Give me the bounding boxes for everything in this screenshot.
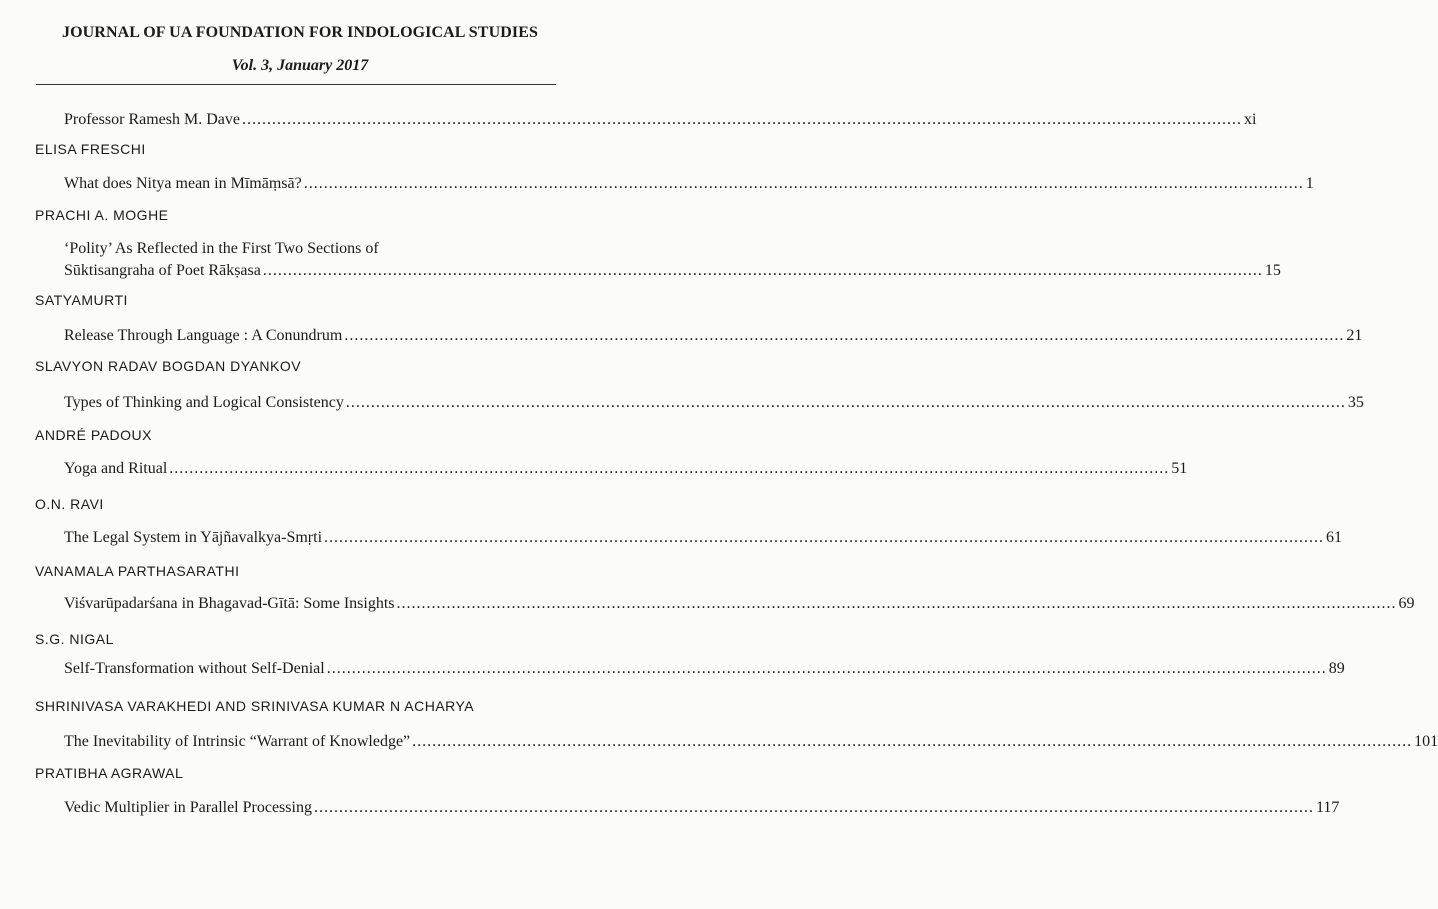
toc-page-number: xi bbox=[1243, 111, 1257, 128]
toc-author: ELISA FRESCHI bbox=[35, 141, 146, 157]
volume-issue: Vol. 3, January 2017 bbox=[231, 57, 369, 74]
toc-title: Professor Ramesh M. Dave bbox=[64, 111, 240, 128]
dot-leader: ........................................................................................................................................................................................................ bbox=[345, 394, 1346, 411]
toc-title: Types of Thinking and Logical Consistency bbox=[64, 394, 344, 411]
toc-author: S.G. NIGAL bbox=[35, 631, 114, 647]
dot-leader: ........................................................................................................................................................................................................ bbox=[262, 262, 1263, 279]
toc-entry[interactable] bbox=[64, 175, 1314, 197]
toc-entry[interactable] bbox=[64, 327, 1363, 349]
toc-title: Yoga and Ritual bbox=[64, 460, 168, 477]
toc-entry[interactable] bbox=[64, 240, 1281, 284]
toc-page-number: 61 bbox=[1326, 529, 1343, 546]
toc-title: What does Nitya mean in Mīmāṃsā? bbox=[64, 175, 302, 192]
dot-leader: ........................................................................................................................................................................................................ bbox=[326, 660, 1327, 677]
toc-entry[interactable] bbox=[64, 660, 1345, 682]
toc-page-number: 1 bbox=[1305, 175, 1314, 192]
toc-entry[interactable] bbox=[64, 394, 1364, 416]
toc-page-number: 69 bbox=[1398, 595, 1415, 612]
journal-title: JOURNAL OF UA FOUNDATION FOR INDOLOGICAL STUDIES bbox=[62, 24, 538, 41]
dot-leader: ........................................................................................................................................................................................................ bbox=[344, 327, 1345, 344]
dot-leader: ........................................................................................................................................................................................................ bbox=[324, 529, 1325, 546]
toc-author: SHRINIVASA VARAKHEDI AND SRINIVASA KUMAR N ACHARYA bbox=[35, 698, 475, 714]
toc-author: SATYAMURTI bbox=[35, 292, 128, 308]
toc-page-number: 101 bbox=[1414, 733, 1438, 750]
toc-entry[interactable] bbox=[64, 799, 1340, 821]
toc-author: SLAVYON RADAV BOGDAN DYANKOV bbox=[35, 358, 302, 374]
dot-leader: ........................................................................................................................................................................................................ bbox=[241, 111, 1242, 128]
toc-title: The Legal System in Yājñavalkya-Smṛti bbox=[64, 529, 323, 546]
toc-title: Release Through Language : A Conundrum bbox=[64, 327, 343, 344]
dot-leader: ........................................................................................................................................................................................................ bbox=[412, 733, 1413, 750]
toc-entry[interactable] bbox=[64, 529, 1343, 551]
toc-entry[interactable] bbox=[64, 111, 1257, 133]
toc-title: The Inevitability of Intrinsic “Warrant of Knowledge” bbox=[64, 733, 411, 750]
toc-title-continuation: Sūktisangraha of Poet Rākṣasa bbox=[64, 262, 261, 279]
toc-title: ‘Polity’ As Reflected in the First Two Sections of bbox=[64, 240, 379, 257]
toc-page-number: 21 bbox=[1346, 327, 1363, 344]
toc-page-number: 51 bbox=[1171, 460, 1188, 477]
dot-leader: ........................................................................................................................................................................................................ bbox=[313, 799, 1314, 816]
dot-leader: ........................................................................................................................................................................................................ bbox=[169, 460, 1170, 477]
toc-author: O.N. RAVI bbox=[35, 496, 104, 512]
toc-entry[interactable] bbox=[64, 460, 1188, 482]
dot-leader: ........................................................................................................................................................................................................ bbox=[396, 595, 1397, 612]
toc-title: Self-Transformation without Self-Denial bbox=[64, 660, 325, 677]
toc-author: PRATIBHA AGRAWAL bbox=[35, 765, 184, 781]
toc-page-number: 117 bbox=[1315, 799, 1340, 816]
toc-entry[interactable] bbox=[64, 733, 1438, 755]
toc-title: Vedic Multiplier in Parallel Processing bbox=[64, 799, 312, 816]
toc-page-number: 89 bbox=[1328, 660, 1345, 677]
toc-author: VANAMALA PARTHASARATHI bbox=[35, 563, 240, 579]
toc-entry[interactable] bbox=[64, 595, 1415, 617]
toc-title: Viśvarūpadarśana in Bhagavad-Gītā: Some Insights bbox=[64, 595, 395, 612]
dot-leader: ........................................................................................................................................................................................................ bbox=[303, 175, 1304, 192]
toc-page-number: 15 bbox=[1264, 262, 1281, 279]
toc-author: PRACHI A. MOGHE bbox=[35, 207, 169, 223]
toc-page-number: 35 bbox=[1347, 394, 1364, 411]
toc-author: ANDRÉ PADOUX bbox=[35, 427, 152, 443]
